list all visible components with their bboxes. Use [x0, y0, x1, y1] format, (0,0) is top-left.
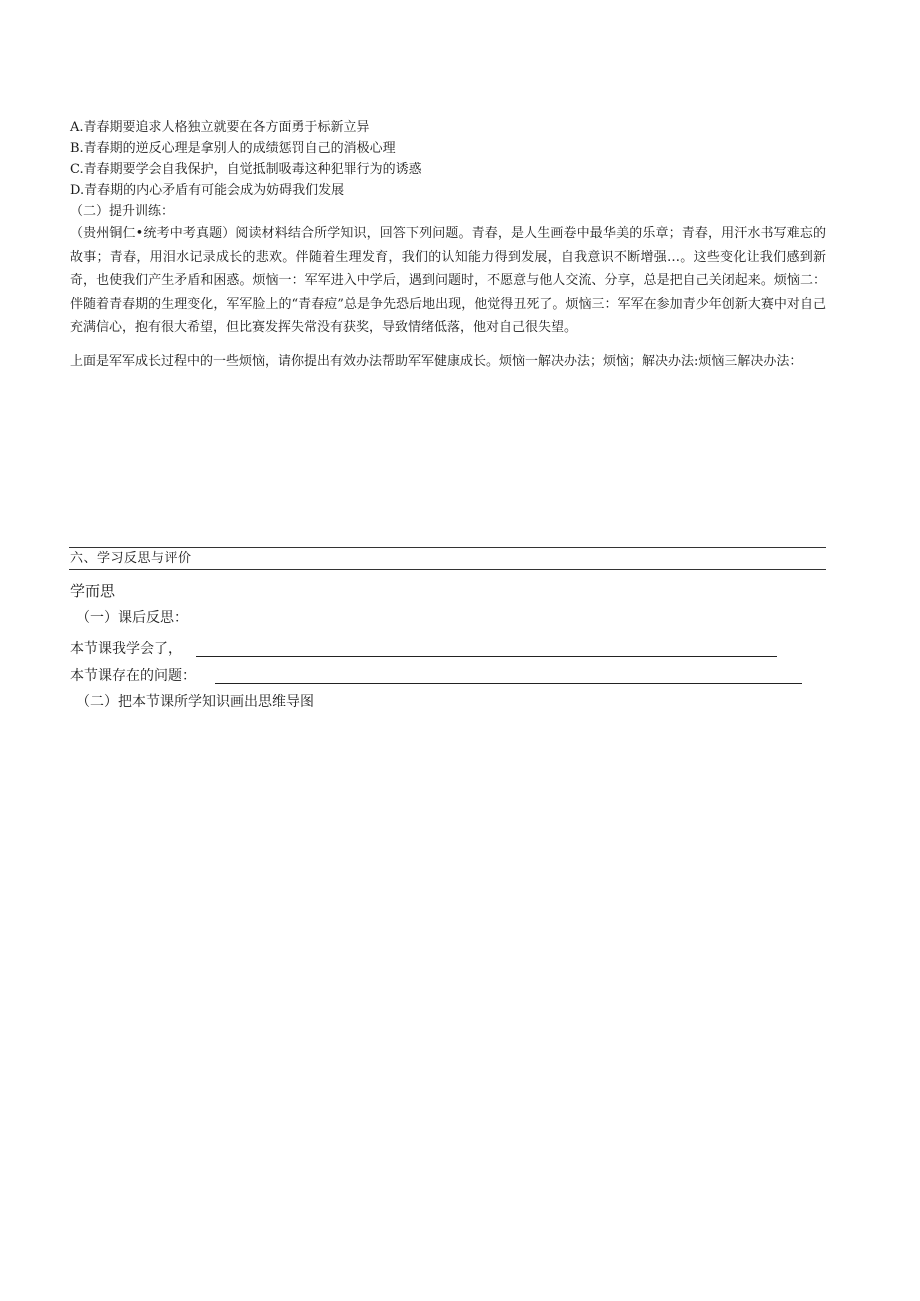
option-c: C.青春期要学会自我保护，自觉抵制吸毒这种犯罪行为的诱惑 — [70, 162, 422, 177]
learned-answer-line[interactable] — [196, 656, 777, 657]
training-material: （贵州铜仁•统考中考真题）阅读材料结合所学知识，回答下列问题。青春，是人生画卷中最华美的乐章；青春，用汗水书写难忘的故事；青春，用泪水记录成长的悲欢。伴随着生理发育，我们的认知能力得到发展，自我意识不断增强…。这些变化让我们感到新奇，也使我们产生矛盾和困惑。烦恼一：军军进入中学后，遇到问题时，不愿意与他人交流、分享，总是把自己关闭起来。烦恼二：伴随着青春期的生理变化，军军脸上的“青春痘”总是争先恐后地出现，他觉得丑死了。烦恼三：军军在参加青少年创新大赛中对自己充满信心，抱有很大希望，但比赛发挥失常没有获奖，导致情绪低落，他对自己很失望。 — [70, 226, 826, 335]
option-b: B.青春期的逆反心理是拿别人的成绩惩罚自己的消极心理 — [70, 141, 396, 156]
learned-label: 本节课我学会了， — [70, 641, 182, 657]
option-a: A.青春期要追求人格独立就要在各方面勇于标新立异 — [70, 120, 370, 135]
section-title: 六、学习反思与评价 — [70, 551, 192, 566]
training-question: 上面是军军成长过程中的一些烦恼，请你提出有效办法帮助军军健康成长。烦恼一解决办法；烦恼；解决办法:烦恼三解决办法： — [70, 354, 803, 369]
reflection-part-2: （二）把本节课所学知识画出思维导图 — [76, 694, 314, 710]
training-heading: （二）提升训练： — [70, 204, 175, 219]
section-bottom-rule — [69, 569, 826, 570]
problems-label: 本节课存在的问题： — [70, 668, 196, 684]
option-d: D.青春期的内心矛盾有可能会成为妨碍我们发展 — [70, 183, 345, 198]
reflection-heading: 学而思 — [70, 582, 116, 600]
section-top-rule — [69, 547, 826, 548]
reflection-part-1: （一）课后反思： — [76, 610, 188, 626]
problems-answer-line[interactable] — [215, 683, 802, 684]
